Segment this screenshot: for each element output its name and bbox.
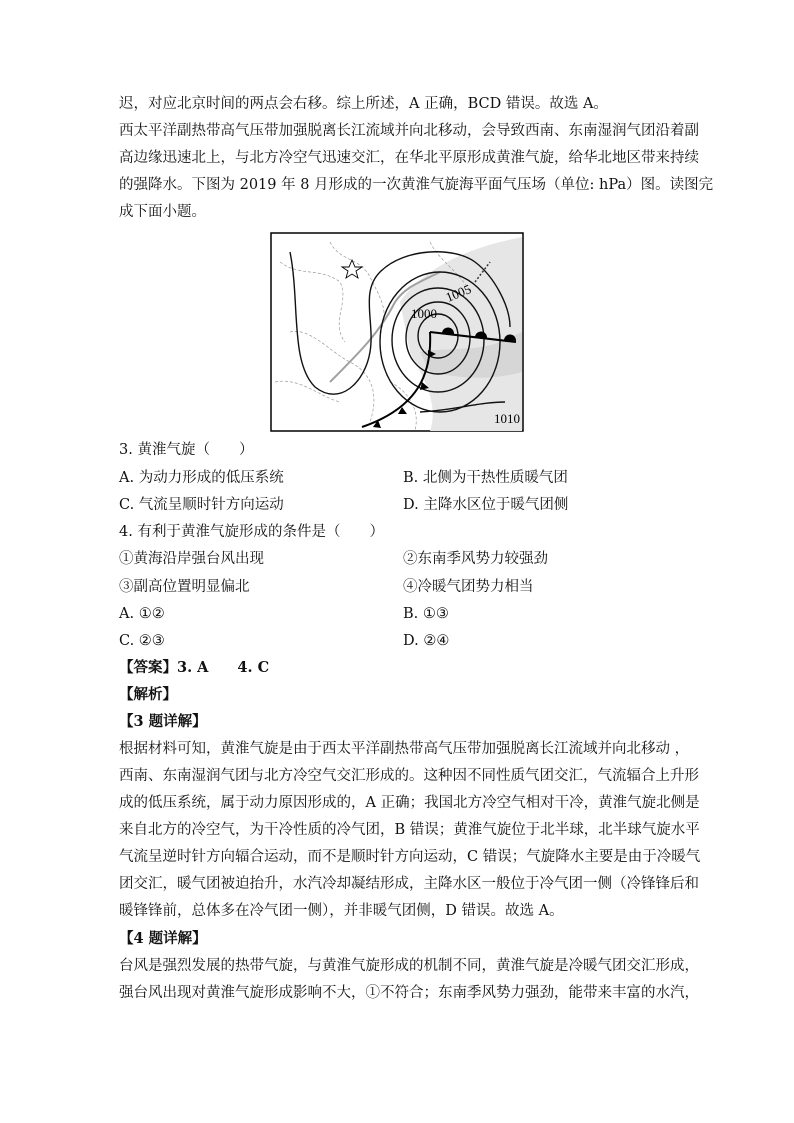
q4-detail-heading: 【4 题详解】 xyxy=(119,930,207,947)
isobar-label-1010: 1010 xyxy=(494,411,520,426)
analysis-heading: 【解析】 xyxy=(119,686,177,703)
q4-option-b: B. ①③ xyxy=(403,606,449,622)
q3-option-c: C. 气流呈顺时针方向运动 xyxy=(119,497,284,513)
q4-item-3: ③副高位置明显偏北 xyxy=(119,579,250,595)
q3-detail-line-1: 根据材料可知，黄淮气旋是由于西太平洋副热带高气压带加强脱离长江流域并向北移动 ， xyxy=(119,741,690,757)
q3-detail-line-5: 气流呈逆时针方向辐合运动，而不是顺时针方向运动，C 错误；气旋降水主要是由于冷暖气 xyxy=(119,849,701,865)
isobar-label-1000: 1000 xyxy=(411,306,437,321)
q3-stem: 3. 黄淮气旋（ ） xyxy=(119,442,254,458)
q4-option-d: D. ②④ xyxy=(403,633,450,649)
q3-detail-line-3: 成的低压系统，属于动力原因形成的，A 正确；我国北方冷空气相对干冷，黄淮气旋北侧是 xyxy=(119,795,700,811)
q4-detail-line-1: 台风是强烈发展的热带气旋，与黄淮气旋形成的机制不同，黄淮气旋是冷暖气团交汇形成， xyxy=(119,958,699,974)
q3-detail-heading: 【3 题详解】 xyxy=(119,713,207,730)
intro-line-3: 高边缘迅速北上，与北方冷空气迅速交汇，在华北平原形成黄淮气旋，给华北地区带来持续 xyxy=(119,150,699,166)
intro-line-2: 西太平洋副热带高气压带加强脱离长江流域并向北移动，会导致西南、东南湿润气团沿着副 xyxy=(119,123,699,139)
q3-detail-line-6: 团交汇，暖气团被迫抬升，水汽冷却凝结形成，主降水区一般位于冷气团一侧（冷锋锋后和 xyxy=(119,876,699,892)
q3-detail-line-2: 西南、东南湿润气团与北方冷空气交汇形成的。这种因不同性质气团交汇，气流辐合上升形 xyxy=(119,768,699,784)
q4-item-4: ④冷暖气团势力相当 xyxy=(403,579,534,595)
q3-detail-line-7: 暖锋锋前，总体多在冷气团一侧），并非暖气团侧，D 错误。故选 A。 xyxy=(119,903,564,919)
isobar-label-1005: 1005 xyxy=(443,281,474,305)
pressure-map-figure xyxy=(270,232,524,432)
q4-option-c: C. ②③ xyxy=(119,633,165,649)
q4-stem: 4. 有利于黄淮气旋形成的条件是（ ） xyxy=(119,524,384,540)
q4-option-a: A. ①② xyxy=(119,606,165,622)
q3-option-d: D. 主降水区位于暖气团侧 xyxy=(403,497,569,513)
q4-item-1: ①黄海沿岸强台风出现 xyxy=(119,551,264,567)
intro-line-5: 成下面小题。 xyxy=(119,204,206,220)
q3-option-a: A. 为动力形成的低压系统 xyxy=(119,470,284,486)
q3-detail-line-4: 来自北方的冷空气，为干冷性质的冷气团，B 错误；黄淮气旋位于北半球，北半球气旋水平 xyxy=(119,822,700,838)
intro-line-4: 的强降水。下图为 2019 年 8 月形成的一次黄淮气旋海平面气压场（单位: hPa）图。读图完 xyxy=(119,177,714,193)
q3-option-b: B. 北侧为干热性质暖气团 xyxy=(403,470,568,486)
q4-detail-line-2: 强台风出现对黄淮气旋形成影响不大，①不符合；东南季风势力强劲，能带来丰富的水汽， xyxy=(119,985,699,1001)
q4-item-2: ②东南季风势力较强劲 xyxy=(403,551,548,567)
intro-line-1: 迟，对应北京时间的两点会右移。综上所述，A 正确，BCD 错误。故选 A。 xyxy=(119,96,608,112)
answer-line: 【答案】3. A 4. C xyxy=(119,659,270,676)
